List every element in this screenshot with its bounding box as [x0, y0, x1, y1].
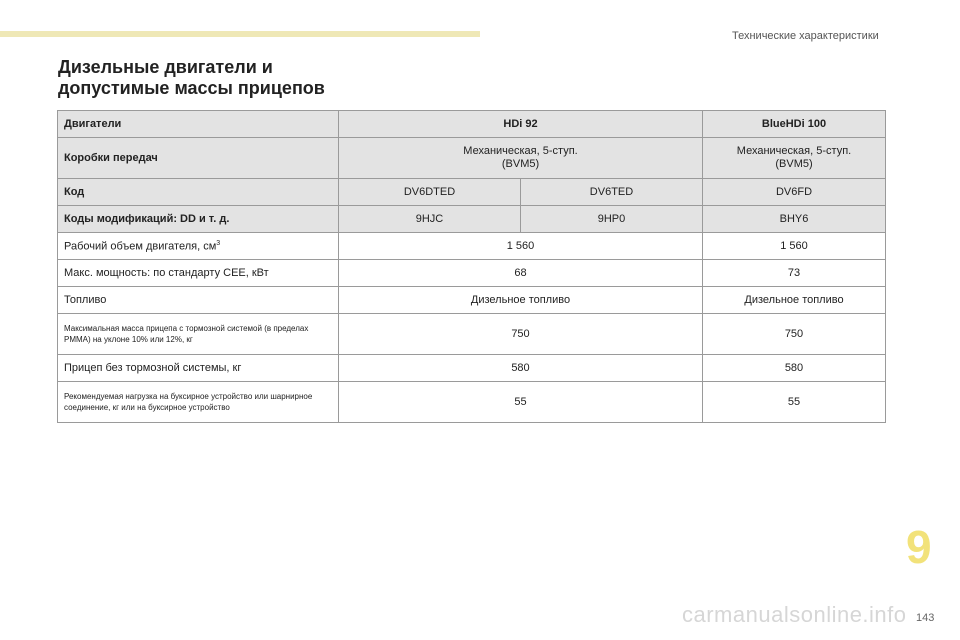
row-label-unbraked-trailer: Прицеп без тормозной системы, кг	[58, 355, 339, 382]
watermark: carmanualsonline.info	[682, 602, 907, 627]
cell-displacement-hdi92: 1 560	[339, 233, 703, 260]
table-row	[58, 260, 886, 287]
row-label-gearbox: Коробки передач	[58, 138, 339, 179]
table-row	[58, 382, 886, 423]
cell-towbar-hdi92: 55	[339, 382, 703, 423]
cell-mod-a: 9HJC	[339, 206, 521, 233]
table-row	[58, 233, 886, 260]
displacement-label-text: Рабочий объем двигателя, см	[64, 240, 217, 253]
section-header: Технические характеристики	[732, 30, 879, 42]
cell-mod-b: 9HP0	[521, 206, 703, 233]
row-label-braked-trailer: Максимальная масса прицепа с тормозной системой (в пределах PMMA) на уклоне 10% или 12%, кг	[58, 314, 339, 355]
table-row	[58, 179, 886, 206]
cell-towbar-bluehdi100: 55	[703, 382, 886, 423]
chapter-number: 9	[906, 521, 932, 573]
cell-power-bluehdi100: 73	[703, 260, 886, 287]
cell-power-hdi92: 68	[339, 260, 703, 287]
superscript: 3	[216, 239, 221, 247]
engine-spec-table	[57, 110, 886, 423]
col-bluehdi100: BlueHDi 100	[703, 111, 886, 138]
cell-gearbox-bluehdi100: Механическая, 5-ступ. (BVM5)	[703, 138, 886, 179]
table-row	[58, 287, 886, 314]
cell-code-b: DV6TED	[521, 179, 703, 206]
table-row	[58, 355, 886, 382]
table-row	[58, 111, 886, 138]
cell-displacement-bluehdi100: 1 560	[703, 233, 886, 260]
cell-unbraked-hdi92: 580	[339, 355, 703, 382]
table-row	[58, 138, 886, 179]
table-row	[58, 206, 886, 233]
cell-code-a: DV6DTED	[339, 179, 521, 206]
row-label-engines: Двигатели	[58, 111, 339, 138]
cell-code-c: DV6FD	[703, 179, 886, 206]
cell-gearbox-hdi92: Механическая, 5-ступ. (BVM5)	[339, 138, 703, 179]
cell-fuel-bluehdi100: Дизельное топливо	[703, 287, 886, 314]
row-label-power: Макс. мощность: по стандарту CEE, кВт	[58, 260, 339, 287]
cell-mod-c: BHY6	[703, 206, 886, 233]
top-accent-bar	[0, 31, 480, 37]
table-row	[58, 314, 886, 355]
cell-fuel-hdi92: Дизельное топливо	[339, 287, 703, 314]
cell-braked-bluehdi100: 750	[703, 314, 886, 355]
cell-braked-hdi92: 750	[339, 314, 703, 355]
row-label-code: Код	[58, 179, 339, 206]
page-number: 143	[916, 612, 935, 624]
row-label-towbar-load: Рекомендуемая нагрузка на буксирное устройство или шарнирное соединение, кг или на буксирное устройство	[58, 382, 339, 423]
row-label-mod-codes: Коды модификаций: DD и т. д.	[58, 206, 339, 233]
cell-unbraked-bluehdi100: 580	[703, 355, 886, 382]
col-hdi92: HDi 92	[339, 111, 703, 138]
row-label-fuel: Топливо	[58, 287, 339, 314]
page-title: Дизельные двигатели и допустимые массы прицепов	[58, 57, 325, 98]
row-label-displacement	[58, 233, 339, 260]
